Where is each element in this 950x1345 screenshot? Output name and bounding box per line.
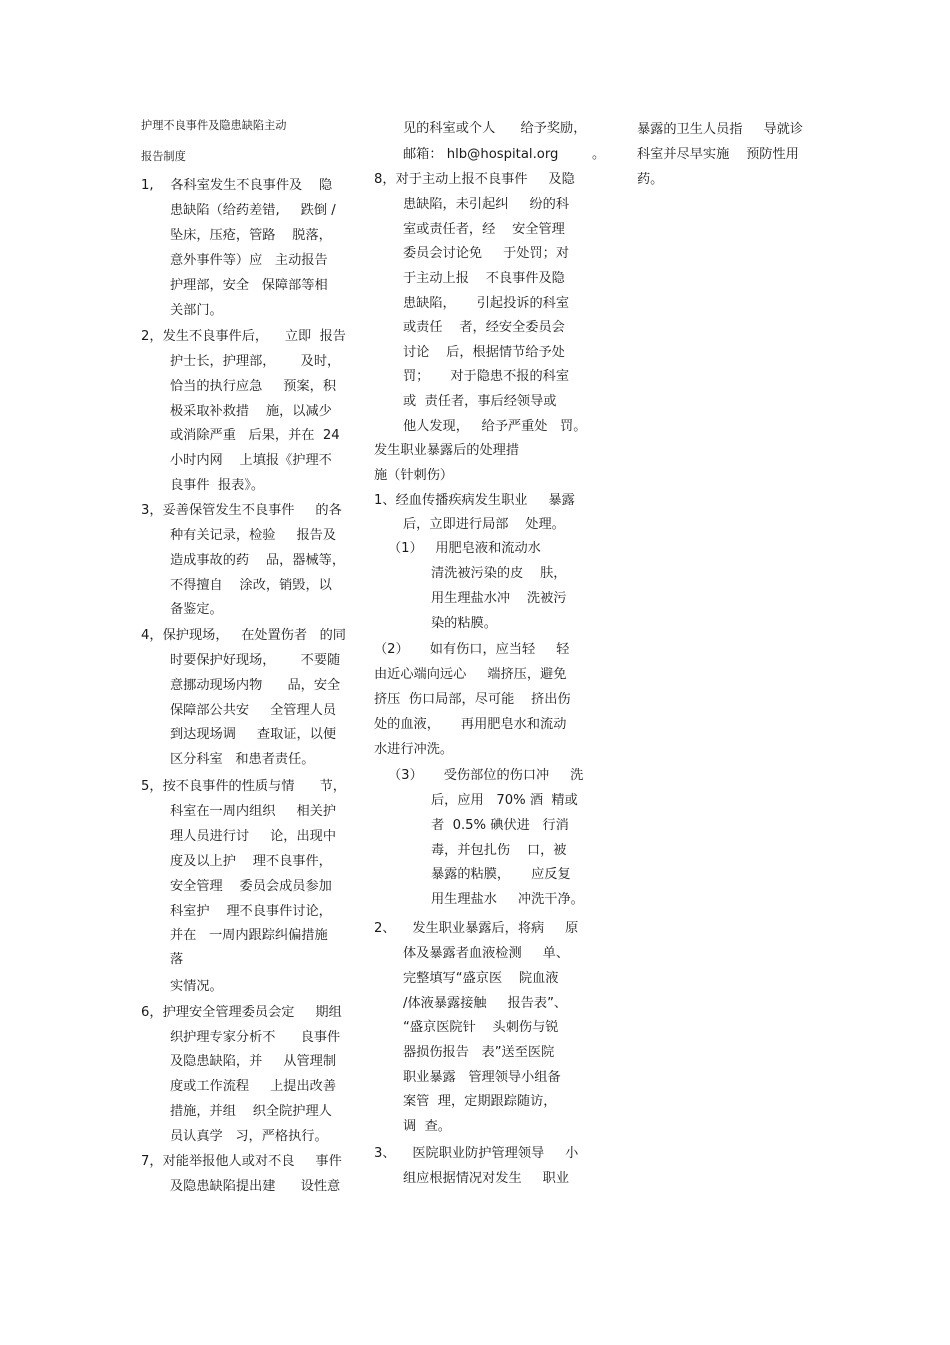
text-line: 5，按不良事件的性质与情 节， bbox=[141, 779, 346, 794]
text-line: 药。 bbox=[637, 172, 664, 187]
text-line: 种有关记录，检验 报告及 bbox=[170, 528, 337, 543]
text-line: 度及以上护 理不良事件， bbox=[170, 854, 332, 869]
text-line: 3，妥善保管发生不良事件 的各 bbox=[141, 503, 342, 518]
text-line: 器损伤报告 表”送至医院 bbox=[403, 1045, 555, 1060]
text-line: 极采取补救措 施，以减少 bbox=[170, 404, 332, 419]
text-line: 意挪动现场内物 品，安全 bbox=[170, 678, 341, 693]
text-line: 染的粘膜。 bbox=[431, 616, 497, 631]
text-line: 造成事故的药 品，器械等， bbox=[170, 553, 346, 568]
text-line: 用生理盐水 冲洗干净。 bbox=[431, 892, 584, 907]
text-line: 罚； 对于隐患不报的科室 bbox=[403, 369, 570, 384]
text-line: 备鉴定。 bbox=[170, 602, 223, 617]
text-line: 3、 医院职业防护管理领导 小 bbox=[374, 1146, 579, 1161]
text-line: 意外事件等）应 主动报告 bbox=[170, 253, 328, 268]
text-line: /体液暴露接触 报告表”、 bbox=[403, 996, 568, 1011]
text-line: 处的血液， 再用肥皂水和流动 bbox=[374, 717, 567, 732]
text-line: 委员会讨论免 于处罚；对 bbox=[403, 246, 570, 261]
text-line: 科室护 理不良事件讨论， bbox=[170, 904, 332, 919]
text-line: 患缺陷，未引起纠 纷的科 bbox=[403, 197, 570, 212]
text-line: 毒，并包扎伤 口，被 bbox=[431, 843, 567, 858]
text-line: 到达现场调 查取证，以便 bbox=[170, 727, 337, 742]
text-line: 后，立即进行局部 处理。 bbox=[403, 517, 565, 532]
text-line: 恰当的执行应急 预案，积 bbox=[170, 379, 337, 394]
text-line: （2） 如有伤口，应当轻 轻 bbox=[374, 642, 570, 657]
section-heading: 发生职业暴露后的处理措 bbox=[374, 443, 520, 458]
text-line: 或消除严重 后果，并在 24 bbox=[170, 428, 340, 443]
text-line: 坠床，压疮，管路 脱落， bbox=[170, 228, 332, 243]
text-line: 护理部，安全 保障部等相 bbox=[170, 278, 328, 293]
text-line: 安全管理 委员会成员参加 bbox=[170, 879, 332, 894]
text-line: 他人发现， 给予严重处 罚。 bbox=[403, 419, 587, 434]
text-line: 理人员进行讨 论，出现中 bbox=[170, 829, 337, 844]
text-line: 6，护理安全管理委员会定 期组 bbox=[141, 1005, 342, 1020]
text-line: 落 bbox=[170, 952, 184, 967]
text-line: 4，保护现场， 在处置伤者 的同 bbox=[141, 628, 346, 643]
text-line: 体及暴露者血液检测 单、 bbox=[403, 946, 570, 961]
text-line: 及隐患缺陷，并 从管理制 bbox=[170, 1054, 337, 1069]
email-line: 邮箱： hlb@hospital.org 。 bbox=[403, 147, 606, 162]
text-line: 良事件 报表》。 bbox=[170, 478, 265, 493]
text-line: 区分科室 和患者责任。 bbox=[170, 752, 315, 767]
text-line: 1、经血传播疾病发生职业 暴露 bbox=[374, 493, 575, 508]
text-line: “盛京医院针 头刺伤与锐 bbox=[403, 1020, 559, 1035]
text-line: 调 查。 bbox=[403, 1119, 451, 1134]
text-line: （3） 受伤部位的伤口冲 洗 bbox=[388, 768, 584, 783]
section-heading: 施（针刺伤） bbox=[374, 468, 454, 483]
text-line: 不得擅自 涂改，销毁，以 bbox=[170, 578, 332, 593]
text-line: 暴露的粘膜， 应反复 bbox=[431, 867, 571, 882]
text-line: 护士长，护理部， 及时， bbox=[170, 354, 341, 369]
text-line: 室或责任者，经 安全管理 bbox=[403, 222, 565, 237]
text-line: 1, 各科室发生不良事件及 隐 bbox=[141, 178, 333, 193]
text-line: （1） 用肥皂液和流动水 bbox=[388, 541, 541, 556]
text-line: 员认真学 习，严格执行。 bbox=[170, 1129, 328, 1144]
text-line: 职业暴露 管理领导小组备 bbox=[403, 1070, 561, 1085]
text-line: 实情况。 bbox=[170, 979, 223, 994]
text-line: 挤压 伤口局部，尽可能 挤出伤 bbox=[374, 692, 571, 707]
text-line: 2，发生不良事件后， 立即 报告 bbox=[141, 329, 346, 344]
text-line: 并在 一周内跟踪纠偏措施 bbox=[170, 928, 328, 943]
text-line: 保障部公共安 全管理人员 bbox=[170, 703, 337, 718]
text-line: 组应根据情况对发生 职业 bbox=[403, 1171, 570, 1186]
text-line: 患缺陷（给药差错, 跌倒 / bbox=[170, 203, 336, 218]
text-line: 清洗被污染的皮 肤， bbox=[431, 566, 567, 581]
text-line: 完整填写“盛京医 院血液 bbox=[403, 971, 559, 986]
text-line: 织护理专家分析不 良事件 bbox=[170, 1030, 341, 1045]
text-line: 于主动上报 不良事件及隐 bbox=[403, 271, 565, 286]
document-title-line-1: 护理不良事件及隐患缺陷主动 bbox=[141, 119, 287, 132]
text-line: 小时内网 上填报《护理不 bbox=[170, 453, 332, 468]
text-line: 用生理盐水冲 洗被污 bbox=[431, 591, 567, 606]
text-line: 7，对能举报他人或对不良 事件 bbox=[141, 1154, 342, 1169]
text-line: 水进行冲洗。 bbox=[374, 742, 454, 757]
text-line: 度或工作流程 上提出改善 bbox=[170, 1079, 337, 1094]
text-line: 措施，并组 织全院护理人 bbox=[170, 1104, 332, 1119]
text-line: 关部门。 bbox=[170, 303, 223, 318]
text-line: 或 责任者，事后经领导或 bbox=[403, 394, 557, 409]
text-line: 患缺陷， 引起投诉的科室 bbox=[403, 296, 570, 311]
document-title-line-2: 报告制度 bbox=[141, 150, 186, 163]
text-line: 科室并尽早实施 预防性用 bbox=[637, 147, 799, 162]
text-line: 由近心端向远心 端挤压，避免 bbox=[374, 667, 567, 682]
text-line: 及隐患缺陷提出建 设性意 bbox=[170, 1179, 341, 1194]
text-line: 案管 理，定期跟踪随访， bbox=[403, 1094, 557, 1109]
text-line: 科室在一周内组织 相关护 bbox=[170, 804, 337, 819]
text-line: 者 0.5% 碘伏进 行消 bbox=[431, 818, 569, 833]
text-line: 后，应用 70% 酒 精或 bbox=[431, 793, 578, 808]
text-line: 时要保护好现场， 不要随 bbox=[170, 653, 341, 668]
text-line: 2、 发生职业暴露后，将病 原 bbox=[374, 921, 579, 936]
text-line: 暴露的卫生人员指 导就诊 bbox=[637, 122, 804, 137]
text-line: 讨论 后，根据情节给予处 bbox=[403, 345, 565, 360]
text-line: 或责任 者，经安全委员会 bbox=[403, 320, 565, 335]
text-line: 8，对于主动上报不良事件 及隐 bbox=[374, 172, 575, 187]
text-line: 见的科室或个人 给予奖励， bbox=[403, 121, 587, 136]
